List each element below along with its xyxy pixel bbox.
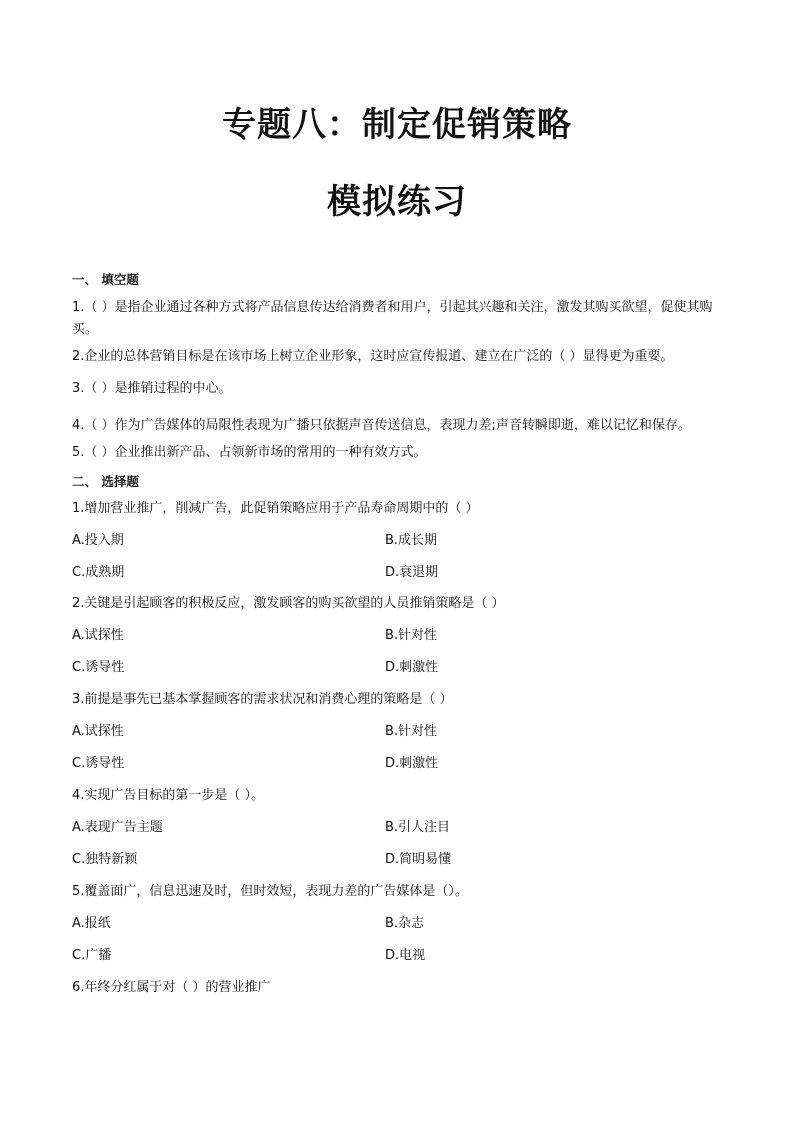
fill-blank-question-1: 1.（ ）是指企业通过各种方式将产品信息传达给消费者和用户，引起其兴趣和关注，激发其购买欲望，促使其购买。: [72, 300, 713, 337]
option-a: A.报纸: [72, 916, 111, 931]
section-heading-multiple-choice: 二、 选择题: [72, 474, 139, 489]
options-row: [72, 657, 722, 679]
option-b: B.成长期: [385, 533, 438, 548]
options-row: [72, 625, 722, 647]
question-stem: 3.前提是事先已基本掌握顾客的需求状况和消费心理的策略是（ ）: [72, 692, 453, 707]
option-c: C.诱导性: [72, 756, 125, 771]
option-b: B.杂志: [385, 916, 425, 931]
fill-blank-question-5: 5.（ ）企业推出新产品、占领新市场的常用的一种有效方式。: [72, 445, 427, 460]
option-d: D.刺激性: [385, 660, 439, 675]
option-b: B.针对性: [385, 628, 438, 643]
option-c: C.广播: [72, 948, 112, 963]
option-a: A.表现广告主题: [72, 820, 163, 835]
choice-question-1: [72, 498, 722, 584]
fill-blank-question-3: 3.（ ）是推销过程的中心。: [72, 381, 232, 396]
choice-question-6: [72, 977, 722, 999]
option-a: A.试探性: [72, 724, 124, 739]
option-d: D.电视: [385, 948, 426, 963]
option-d: D.简明易懂: [385, 852, 452, 867]
document-title: 专题八：制定促销策略: [222, 105, 572, 145]
option-a: A.试探性: [72, 628, 124, 643]
question-stem: 5.覆盖面广，信息迅速及时，但时效短，表现力差的广告媒体是（）。: [72, 884, 468, 899]
option-d: D.衰退期: [385, 565, 439, 580]
choice-question-5: [72, 881, 722, 967]
options-row: [72, 945, 722, 967]
fill-blank-question-4: 4.（ ）作为广告媒体的局限性表现为广播只依据声音传送信息，表现力差;声音转瞬即逝，难以记忆和保存。: [72, 418, 691, 433]
options-row: [72, 913, 722, 935]
option-c: C.独特新颖: [72, 852, 138, 867]
option-d: D.刺激性: [385, 756, 439, 771]
option-b: B.引人注目: [385, 820, 451, 835]
choice-question-3: [72, 689, 722, 775]
option-b: B.针对性: [385, 724, 438, 739]
option-c: C.诱导性: [72, 660, 125, 675]
options-row: [72, 721, 722, 743]
document-subtitle: 模拟练习: [327, 182, 467, 222]
options-row: [72, 817, 722, 839]
option-c: C.成熟期: [72, 565, 125, 580]
question-stem: 4.实现广告目标的第一步是（ ）。: [72, 788, 265, 803]
options-row: [72, 849, 722, 871]
question-stem: 2.关键是引起顾客的积极反应，激发顾客的购买欲望的人员推销策略是（ ）: [72, 596, 505, 611]
options-row: [72, 562, 722, 584]
choice-question-4: [72, 785, 722, 871]
option-a: A.投入期: [72, 533, 124, 548]
choice-question-2: [72, 593, 722, 679]
options-row: [72, 530, 722, 552]
section-heading-fill-blank: 一、 填空题: [72, 272, 139, 287]
question-stem: 1.增加营业推广，削减广告，此促销策略应用于产品寿命周期中的（ ）: [72, 501, 479, 516]
fill-blank-question-2: 2.企业的总体营销目标是在该市场上树立企业形象，这时应宣传报道、建立在广泛的（ ）显得更为重要。: [72, 349, 674, 364]
options-row: [72, 753, 722, 775]
question-stem: 6.年终分红属于对（ ）的营业推广: [72, 980, 271, 995]
